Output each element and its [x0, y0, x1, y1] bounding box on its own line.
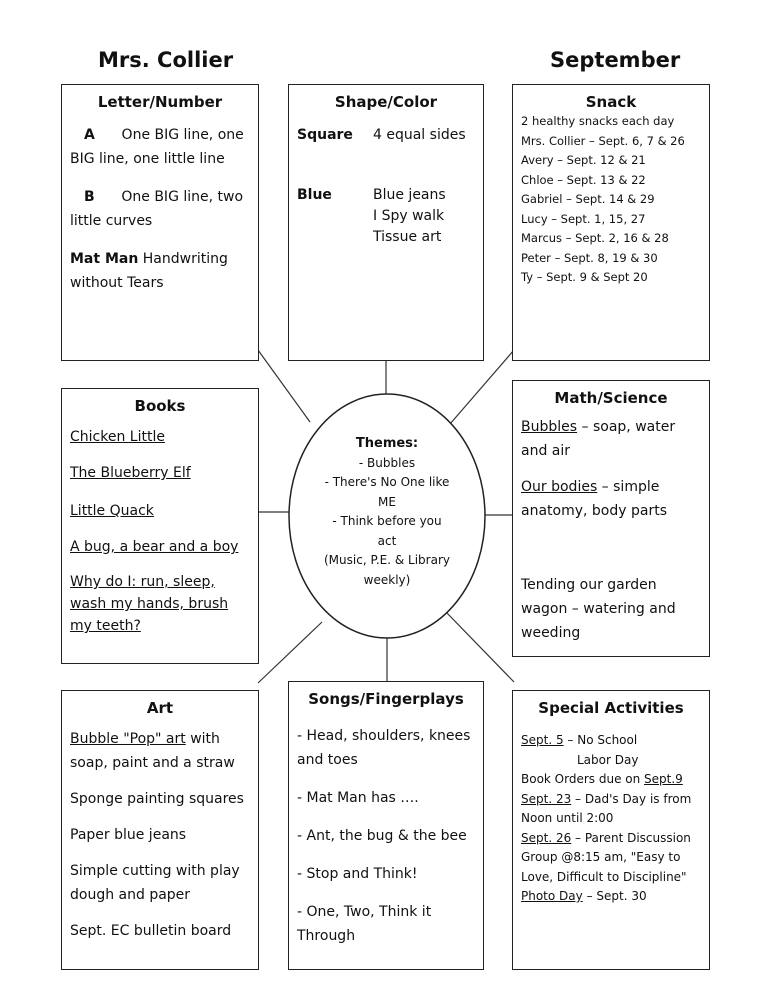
- art-item: Paper blue jeans: [70, 827, 187, 843]
- special-sept23: Sept. 23 – Dad's Day is from Noon until 2:00: [521, 791, 692, 825]
- special-title: Special Activities: [538, 699, 684, 717]
- letter-b: B One BIG line, two little curves: [70, 189, 244, 229]
- letter-a: A One BIG line, one BIG line, one little line: [70, 127, 244, 167]
- book-item: Little Quack: [70, 503, 154, 519]
- art-title: Art: [146, 699, 174, 717]
- snack-title: Snack: [585, 93, 637, 111]
- song-item: - Mat Man has ….: [297, 790, 419, 806]
- special-box: [512, 690, 710, 970]
- math-science-title: Math/Science: [554, 389, 668, 407]
- song-item: - Head, shoulders, knees and toes: [297, 728, 471, 768]
- song-item: - One, Two, Think it Through: [297, 904, 432, 944]
- book-item: A bug, a bear and a boy: [70, 539, 239, 555]
- book-item: The Blueberry Elf: [70, 465, 191, 481]
- connector-art: [258, 622, 322, 683]
- connector-snack: [450, 350, 514, 424]
- special-list: [521, 731, 701, 907]
- blue-row: Blue Blue jeans I Spy walk Tissue art: [297, 187, 446, 245]
- snack-box: [512, 84, 710, 361]
- songs-title: Songs/Fingerplays: [308, 690, 464, 708]
- themes: Themes: - Bubbles - There's No One like ME - Think before you act (Music, P.E. & Library weekly): [310, 434, 464, 590]
- special-photo-day: Photo Day – Sept. 30: [521, 889, 647, 903]
- books-title: Books: [134, 397, 186, 415]
- art-item: Sponge painting squares: [70, 791, 244, 807]
- special-labor-day: Labor Day: [577, 752, 639, 767]
- special-sept5: Sept. 5 – No School: [521, 733, 638, 747]
- book-item: Why do I: run, sleep, wash my hands, brush my teeth?: [70, 574, 229, 634]
- song-item: - Stop and Think!: [297, 866, 418, 882]
- art-item: Bubble "Pop" art with soap, paint and a straw: [70, 731, 235, 771]
- teacher-name: Mrs. Collier: [98, 48, 234, 72]
- shape-color-box: [288, 84, 484, 361]
- square-row: Square 4 equal sides: [297, 127, 466, 143]
- shape-color-title: Shape/Color: [334, 93, 438, 111]
- mat-man: Mat Man Handwriting without Tears: [70, 251, 228, 291]
- math-bubbles: Bubbles – soap, water and air: [521, 419, 676, 459]
- letter-number-title: Letter/Number: [97, 93, 223, 111]
- songs-box: [288, 681, 484, 970]
- math-garden: Tending our garden wagon – watering and weeding: [521, 577, 676, 641]
- art-box: [61, 690, 259, 970]
- math-bodies: Our bodies – simple anatomy, body parts: [521, 479, 667, 519]
- book-item: Chicken Little: [70, 429, 165, 445]
- themes-title: Themes:: [355, 436, 419, 451]
- snack-list: 2 healthy snacks each day Mrs. Collier – Sept. 6, 7 & 26 Avery – Sept. 12 & 21 Chloe – Sept. 13 & 22 Gabriel – Sept. 14 & 29 Lucy – Sept. 1, 15, 27 Marcus – Sept. 2, 16 & 28 Peter – Sept. 8, 19 & 30 Ty – Sept. 9 & Sept 20: [521, 114, 685, 284]
- art-item: Sept. EC bulletin board: [70, 923, 232, 939]
- special-sept26: Sept. 26 – Parent Discussion Group @8:15 am, "Easy to Love, Difficult to Discipline": [521, 830, 691, 884]
- art-item: Simple cutting with play dough and paper: [70, 863, 240, 903]
- connector-special: [446, 612, 514, 682]
- books-box: [61, 388, 259, 664]
- song-item: - Ant, the bug & the bee: [297, 828, 467, 844]
- month-title: September: [550, 48, 681, 72]
- letter-number-box: [61, 84, 259, 361]
- math-science-box: [512, 380, 710, 657]
- special-book-orders: Book Orders due on Sept.9: [521, 772, 683, 786]
